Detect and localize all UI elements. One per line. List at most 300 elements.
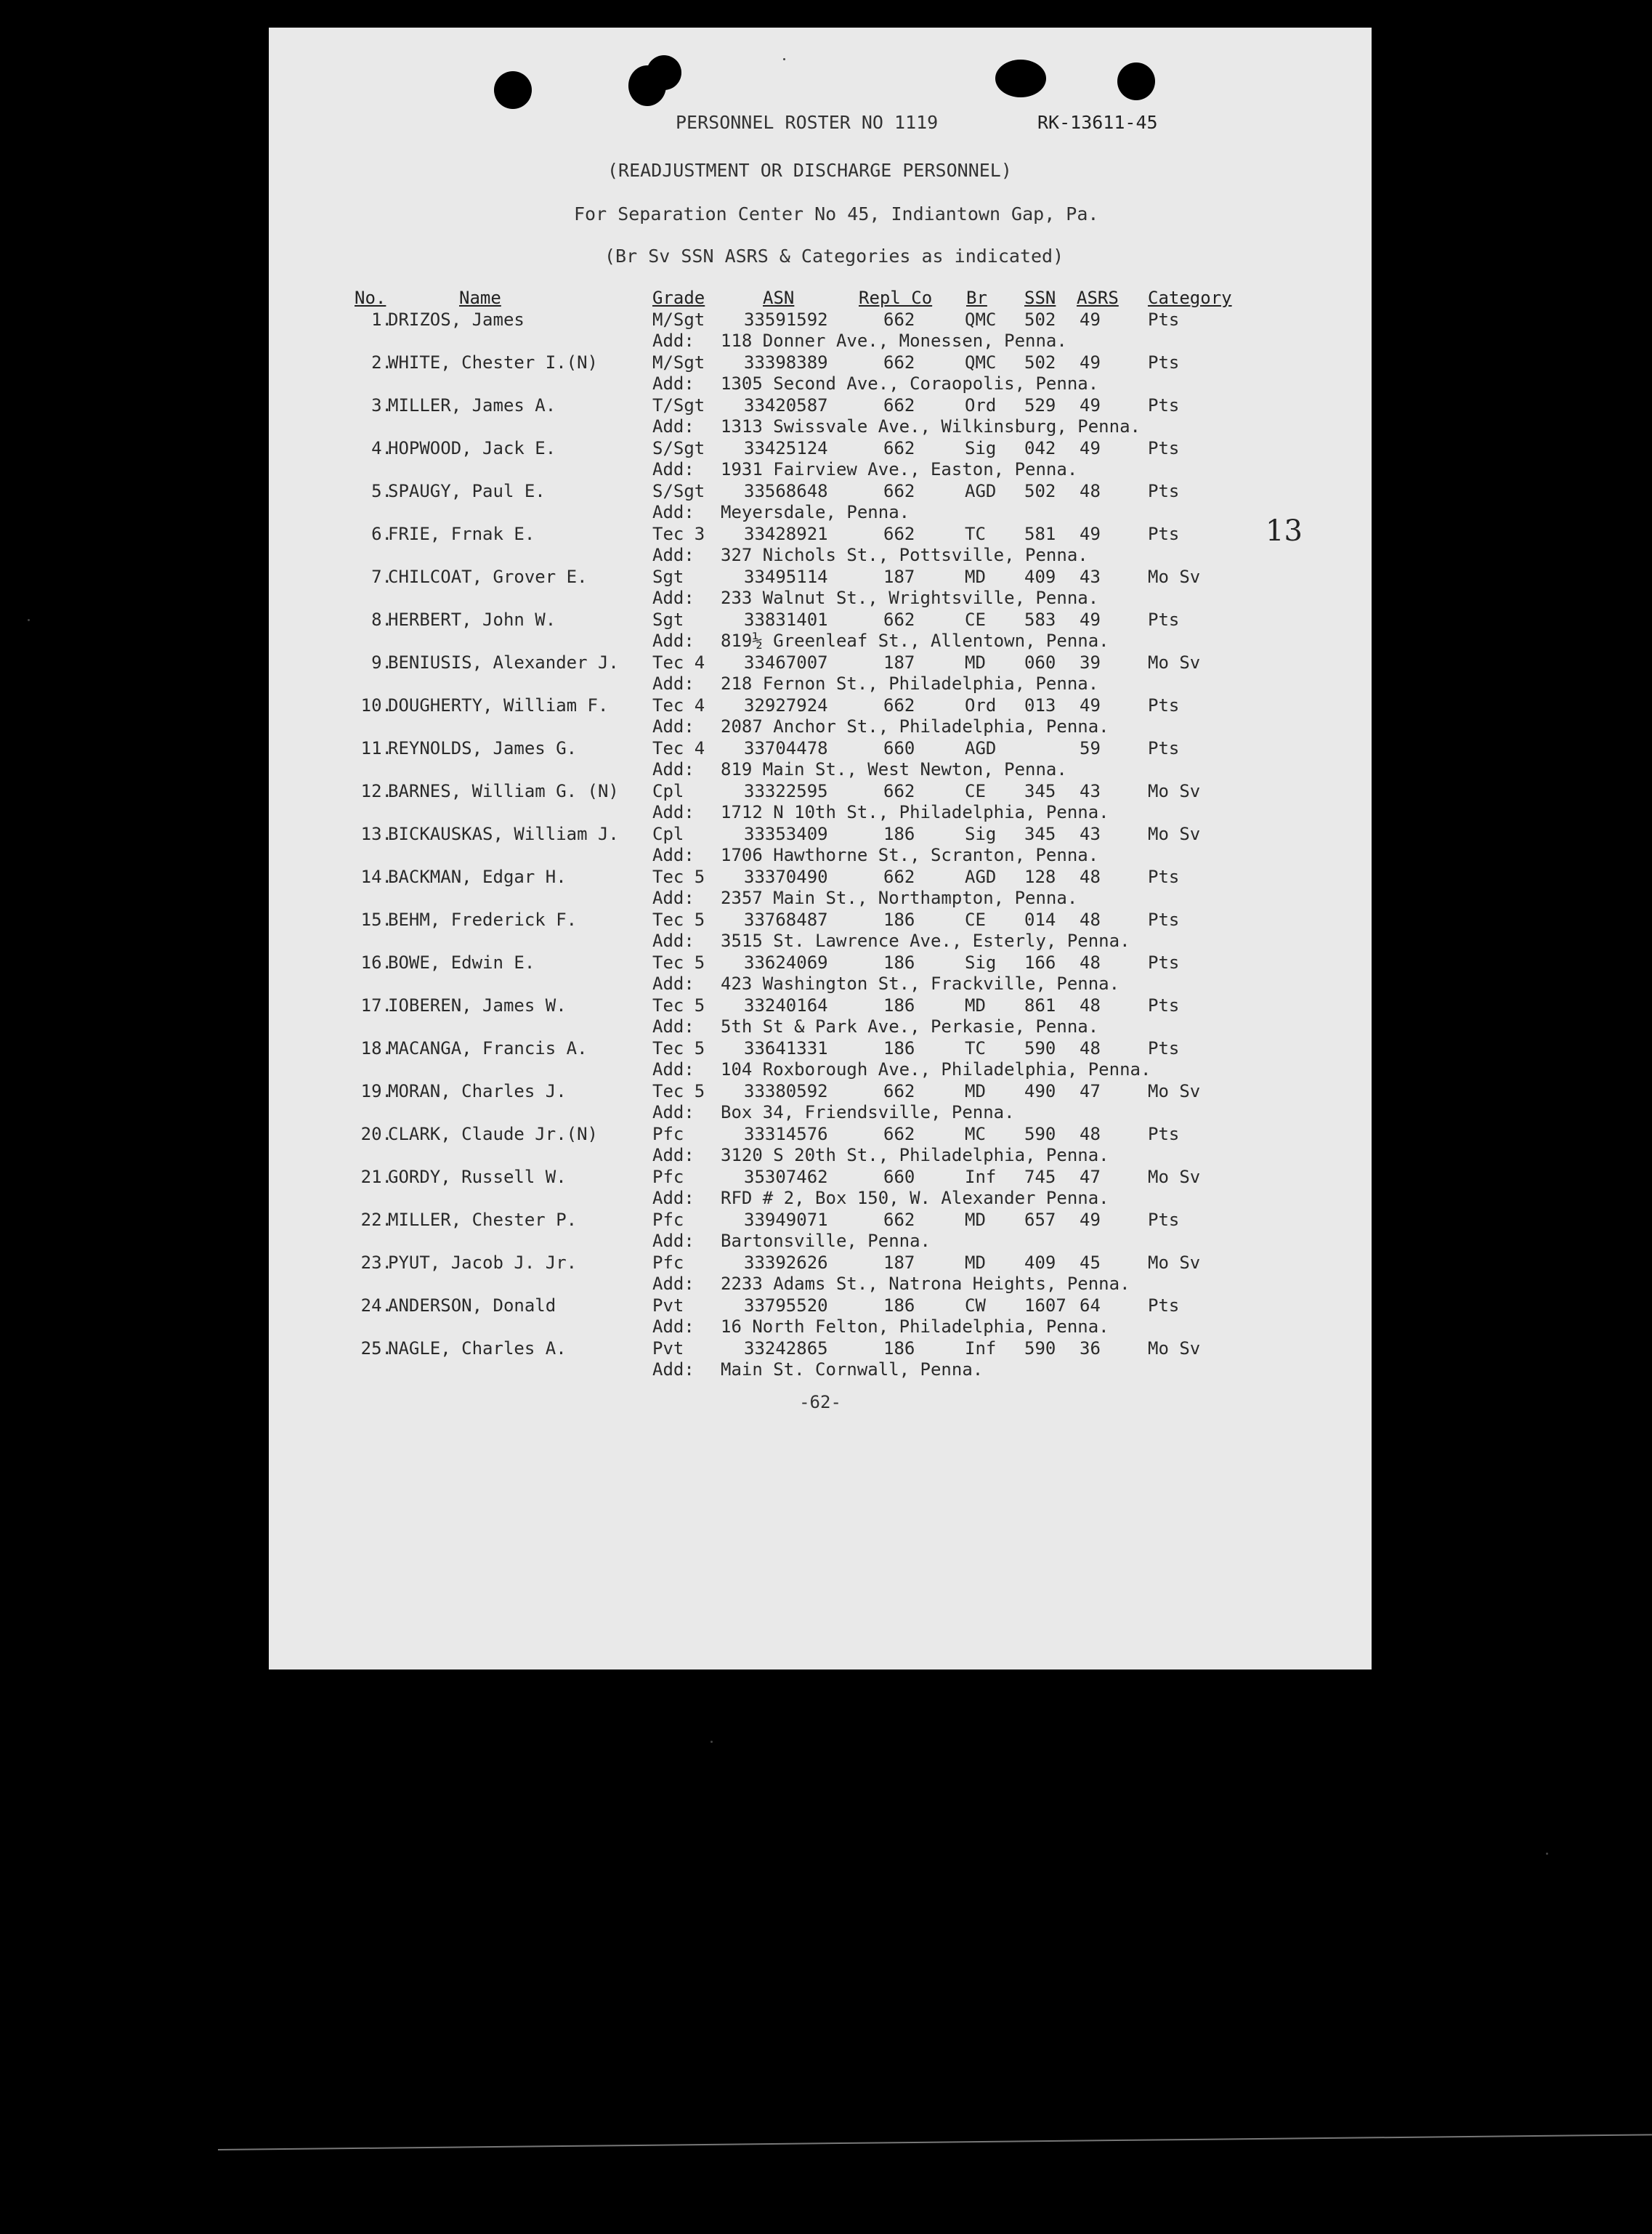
entry-asrs: 36: [1080, 1338, 1101, 1359]
entry-grade: Tec 5: [652, 952, 705, 973]
address-label: Add:: [652, 416, 695, 437]
roster-entry: [269, 995, 1372, 1038]
address-label: Add:: [652, 1059, 695, 1080]
entry-grade: S/Sgt: [652, 481, 705, 501]
entry-asrs: 49: [1080, 695, 1101, 716]
entry-asrs: 49: [1080, 352, 1101, 373]
address-label: Add:: [652, 588, 695, 608]
entry-grade: Tec 3: [652, 524, 705, 544]
entry-repl-co: 187: [883, 567, 915, 587]
entry-asrs: 48: [1080, 910, 1101, 930]
address-label: Add:: [652, 1145, 695, 1165]
separation-center: For Separation Center No 45, Indiantown Gap, Pa.: [574, 203, 1099, 224]
entry-branch: Sig: [965, 438, 997, 458]
entry-name: BEHM, Frederick F.: [388, 910, 578, 930]
address-label: Add:: [652, 1188, 695, 1208]
address-label: Add:: [652, 631, 695, 651]
roster-entry: [269, 524, 1372, 567]
entry-ssn: 490: [1024, 1081, 1056, 1101]
entry-asn: 33398389: [744, 352, 828, 373]
address-label: Add:: [652, 1231, 695, 1251]
roster-subtitle: (READJUSTMENT OR DISCHARGE PERSONNEL): [607, 160, 1012, 181]
entry-address: 1931 Fairview Ave., Easton, Penna.: [721, 459, 1078, 479]
col-ssn: SSN: [1024, 288, 1056, 308]
entry-ssn: 657: [1024, 1210, 1056, 1230]
roster-entry: [269, 1295, 1372, 1338]
entry-asrs: 39: [1080, 652, 1101, 673]
entry-category: Mo Sv: [1148, 1081, 1201, 1101]
entry-repl-co: 186: [883, 824, 915, 844]
entry-repl-co: 662: [883, 481, 915, 501]
entry-address: 16 North Felton, Philadelphia, Penna.: [721, 1316, 1109, 1337]
entry-asrs: 45: [1080, 1252, 1101, 1273]
entry-category: Mo Sv: [1148, 824, 1201, 844]
entry-branch: MC: [965, 1124, 986, 1144]
roster-entry: [269, 952, 1372, 995]
entry-number: 8.: [371, 610, 392, 630]
entry-asn: 33467007: [744, 652, 828, 673]
entry-address: 2357 Main St., Northampton, Penna.: [721, 888, 1078, 908]
entry-name: BICKAUSKAS, William J.: [388, 824, 619, 844]
column-headers: [269, 288, 1372, 309]
entry-name: CLARK, Claude Jr.(N): [388, 1124, 598, 1144]
address-label: Add:: [652, 502, 695, 522]
entry-number: 11.: [360, 738, 392, 758]
entry-grade: Pvt: [652, 1295, 684, 1316]
entry-asrs: 48: [1080, 1038, 1101, 1059]
entry-asrs: 48: [1080, 481, 1101, 501]
entry-grade: Pfc: [652, 1124, 684, 1144]
entry-repl-co: 662: [883, 524, 915, 544]
col-no: No.: [355, 288, 386, 308]
entry-branch: CE: [965, 610, 986, 630]
entry-name: BACKMAN, Edgar H.: [388, 867, 567, 887]
entry-category: Pts: [1148, 524, 1180, 544]
roster-entry: [269, 824, 1372, 867]
entry-number: 22.: [360, 1210, 392, 1230]
entry-asn: 33495114: [744, 567, 828, 587]
entry-category: Mo Sv: [1148, 1167, 1201, 1187]
col-name: Name: [459, 288, 501, 308]
roster-entry: [269, 1252, 1372, 1295]
entry-grade: Cpl: [652, 824, 684, 844]
entry-name: HERBERT, John W.: [388, 610, 556, 630]
entry-asn: 33322595: [744, 781, 828, 801]
entry-category: Mo Sv: [1148, 1252, 1201, 1273]
entry-number: 18.: [360, 1038, 392, 1059]
entry-address: 233 Walnut St., Wrightsville, Penna.: [721, 588, 1099, 608]
entry-address: 1706 Hawthorne St., Scranton, Penna.: [721, 845, 1099, 865]
entry-asrs: 49: [1080, 438, 1101, 458]
scan-line: [218, 2134, 1652, 2150]
entry-asrs: 47: [1080, 1081, 1101, 1101]
entry-grade: Tec 4: [652, 652, 705, 673]
roster-entry: [269, 481, 1372, 524]
entry-ssn: 529: [1024, 395, 1056, 416]
entry-repl-co: 662: [883, 1210, 915, 1230]
roster-entry: [269, 1338, 1372, 1381]
entry-asrs: 59: [1080, 738, 1101, 758]
entry-name: ANDERSON, Donald: [388, 1295, 556, 1316]
entry-ssn: 502: [1024, 481, 1056, 501]
entry-asn: 32927924: [744, 695, 828, 716]
entry-address: 2087 Anchor St., Philadelphia, Penna.: [721, 716, 1109, 737]
address-label: Add:: [652, 373, 695, 394]
entry-branch: Ord: [965, 695, 997, 716]
entry-name: MILLER, Chester P.: [388, 1210, 578, 1230]
address-label: Add:: [652, 931, 695, 951]
entry-repl-co: 186: [883, 1038, 915, 1059]
speck: [783, 58, 785, 60]
entry-grade: Tec 5: [652, 1081, 705, 1101]
entry-asrs: 49: [1080, 1210, 1101, 1230]
address-label: Add:: [652, 888, 695, 908]
roster-entry: [269, 738, 1372, 781]
entry-category: Pts: [1148, 481, 1180, 501]
entry-name: BOWE, Edwin E.: [388, 952, 535, 973]
entry-address: Meyersdale, Penna.: [721, 502, 910, 522]
entry-number: 2.: [371, 352, 392, 373]
address-label: Add:: [652, 459, 695, 479]
entry-asrs: 47: [1080, 1167, 1101, 1187]
entry-ssn: 590: [1024, 1338, 1056, 1359]
entry-number: 20.: [360, 1124, 392, 1144]
entry-asrs: 48: [1080, 867, 1101, 887]
entry-address: 104 Roxborough Ave., Philadelphia, Penna.: [721, 1059, 1151, 1080]
entry-number: 21.: [360, 1167, 392, 1187]
entry-grade: Tec 4: [652, 738, 705, 758]
entry-address: RFD # 2, Box 150, W. Alexander Penna.: [721, 1188, 1109, 1208]
entry-repl-co: 186: [883, 1295, 915, 1316]
entry-asn: 33795520: [744, 1295, 828, 1316]
address-label: Add:: [652, 1316, 695, 1337]
entry-address: Bartonsville, Penna.: [721, 1231, 931, 1251]
speck: [1546, 1853, 1548, 1855]
entry-asn: 33392626: [744, 1252, 828, 1273]
entry-category: Pts: [1148, 395, 1180, 416]
entry-repl-co: 662: [883, 1081, 915, 1101]
entry-number: 17.: [360, 995, 392, 1016]
entry-asrs: 49: [1080, 610, 1101, 630]
roster-entry: [269, 695, 1372, 738]
entry-branch: QMC: [965, 309, 997, 330]
entry-asn: 33704478: [744, 738, 828, 758]
entry-grade: Tec 5: [652, 867, 705, 887]
entry-ssn: 583: [1024, 610, 1056, 630]
entry-repl-co: 660: [883, 1167, 915, 1187]
entry-ssn: 590: [1024, 1124, 1056, 1144]
entry-repl-co: 186: [883, 910, 915, 930]
page-number: -62-: [799, 1392, 841, 1412]
entry-category: Pts: [1148, 1295, 1180, 1316]
entry-repl-co: 662: [883, 395, 915, 416]
col-br: Br: [966, 288, 987, 308]
entry-ssn: 166: [1024, 952, 1056, 973]
address-label: Add:: [652, 1102, 695, 1122]
speck: [28, 619, 30, 621]
entry-name: MORAN, Charles J.: [388, 1081, 567, 1101]
entry-asrs: 43: [1080, 781, 1101, 801]
entry-branch: MD: [965, 652, 986, 673]
entry-branch: CE: [965, 781, 986, 801]
entry-grade: Sgt: [652, 567, 684, 587]
entry-address: 1712 N 10th St., Philadelphia, Penna.: [721, 802, 1109, 822]
entry-address: 3515 St. Lawrence Ave., Esterly, Penna.: [721, 931, 1130, 951]
entry-name: WHITE, Chester I.(N): [388, 352, 598, 373]
entry-grade: Tec 4: [652, 695, 705, 716]
roster-entry: [269, 309, 1372, 352]
roster-entry: [269, 781, 1372, 824]
roster-entry: [269, 1124, 1372, 1167]
entry-asn: 33568648: [744, 481, 828, 501]
entry-repl-co: 662: [883, 610, 915, 630]
roster-entry: [269, 352, 1372, 395]
entry-branch: Inf: [965, 1167, 997, 1187]
entry-name: REYNOLDS, James G.: [388, 738, 578, 758]
entry-category: Pts: [1148, 352, 1180, 373]
entry-branch: AGD: [965, 481, 997, 501]
entry-grade: M/Sgt: [652, 309, 705, 330]
entry-repl-co: 187: [883, 652, 915, 673]
entry-number: 1.: [371, 309, 392, 330]
address-label: Add:: [652, 1016, 695, 1037]
entry-number: 10.: [360, 695, 392, 716]
entry-ssn: 745: [1024, 1167, 1056, 1187]
address-label: Add:: [652, 759, 695, 780]
margin-note: 13: [1266, 514, 1303, 548]
entry-asrs: 48: [1080, 1124, 1101, 1144]
roster-entry: [269, 910, 1372, 952]
entry-ssn: 013: [1024, 695, 1056, 716]
entry-category: Pts: [1148, 610, 1180, 630]
entry-address: 1313 Swissvale Ave., Wilkinsburg, Penna.: [721, 416, 1141, 437]
entry-name: PYUT, Jacob J. Jr.: [388, 1252, 578, 1273]
entry-branch: MD: [965, 1210, 986, 1230]
entry-address: 327 Nichols St., Pottsville, Penna.: [721, 545, 1088, 565]
entry-branch: MD: [965, 567, 986, 587]
entry-name: BARNES, William G. (N): [388, 781, 619, 801]
roster-entry: [269, 867, 1372, 910]
speck: [710, 1741, 713, 1743]
entry-name: FRIE, Frnak E.: [388, 524, 535, 544]
punch-hole: [995, 60, 1046, 97]
entry-name: MILLER, James A.: [388, 395, 556, 416]
entry-ssn: 409: [1024, 567, 1056, 587]
reference-number: RK-13611-45: [1037, 112, 1158, 133]
entry-number: 25.: [360, 1338, 392, 1359]
entry-repl-co: 662: [883, 438, 915, 458]
entry-category: Pts: [1148, 1038, 1180, 1059]
entry-number: 5.: [371, 481, 392, 501]
entry-ssn: 1607: [1024, 1295, 1066, 1316]
entry-address: 819½ Greenleaf St., Allentown, Penna.: [721, 631, 1109, 651]
entry-branch: Inf: [965, 1338, 997, 1359]
entry-repl-co: 660: [883, 738, 915, 758]
entry-asn: 33353409: [744, 824, 828, 844]
entry-asn: 33370490: [744, 867, 828, 887]
entry-branch: MD: [965, 1081, 986, 1101]
entry-number: 24.: [360, 1295, 392, 1316]
address-label: Add:: [652, 673, 695, 694]
entry-asrs: 43: [1080, 567, 1101, 587]
entry-number: 6.: [371, 524, 392, 544]
entry-name: IOBEREN, James W.: [388, 995, 567, 1016]
entry-asn: 33314576: [744, 1124, 828, 1144]
address-label: Add:: [652, 974, 695, 994]
entry-grade: Tec 5: [652, 995, 705, 1016]
entry-address: 423 Washington St., Frackville, Penna.: [721, 974, 1120, 994]
entry-grade: S/Sgt: [652, 438, 705, 458]
address-label: Add:: [652, 802, 695, 822]
entry-branch: AGD: [965, 867, 997, 887]
entry-category: Pts: [1148, 867, 1180, 887]
categories-note: (Br Sv SSN ASRS & Categories as indicated): [604, 246, 1064, 267]
roster-entry: [269, 438, 1372, 481]
entry-asn: 33242865: [744, 1338, 828, 1359]
entry-address: Main St. Cornwall, Penna.: [721, 1359, 984, 1380]
entry-name: CHILCOAT, Grover E.: [388, 567, 588, 587]
entry-category: Pts: [1148, 309, 1180, 330]
entry-branch: TC: [965, 524, 986, 544]
entry-ssn: 409: [1024, 1252, 1056, 1273]
address-label: Add:: [652, 545, 695, 565]
entry-asn: 33428921: [744, 524, 828, 544]
entry-address: 819 Main St., West Newton, Penna.: [721, 759, 1067, 780]
entry-category: Pts: [1148, 738, 1180, 758]
entry-ssn: 060: [1024, 652, 1056, 673]
entry-address: 2233 Adams St., Natrona Heights, Penna.: [721, 1274, 1130, 1294]
entry-repl-co: 662: [883, 867, 915, 887]
entry-asrs: 43: [1080, 824, 1101, 844]
punch-hole: [647, 55, 681, 90]
entry-asrs: 64: [1080, 1295, 1101, 1316]
address-label: Add:: [652, 1274, 695, 1294]
entry-grade: Tec 5: [652, 910, 705, 930]
entry-number: 4.: [371, 438, 392, 458]
address-label: Add:: [652, 845, 695, 865]
entry-category: Pts: [1148, 952, 1180, 973]
entry-repl-co: 662: [883, 781, 915, 801]
entry-ssn: 345: [1024, 824, 1056, 844]
entry-address: 3120 S 20th St., Philadelphia, Penna.: [721, 1145, 1109, 1165]
col-category: Category: [1148, 288, 1232, 308]
entry-category: Pts: [1148, 438, 1180, 458]
entry-asn: 33949071: [744, 1210, 828, 1230]
entry-category: Mo Sv: [1148, 652, 1201, 673]
entry-asn: 33831401: [744, 610, 828, 630]
entry-name: NAGLE, Charles A.: [388, 1338, 567, 1359]
entry-branch: CE: [965, 910, 986, 930]
entry-asn: 33591592: [744, 309, 828, 330]
roster-entry: [269, 395, 1372, 438]
entry-ssn: 502: [1024, 309, 1056, 330]
entry-category: Mo Sv: [1148, 567, 1201, 587]
entry-grade: M/Sgt: [652, 352, 705, 373]
roster-entry: [269, 1210, 1372, 1252]
address-label: Add:: [652, 1359, 695, 1380]
entry-asn: 33624069: [744, 952, 828, 973]
roster-table: [269, 309, 1372, 1381]
entry-branch: TC: [965, 1038, 986, 1059]
entry-category: Pts: [1148, 695, 1180, 716]
roster-entry: [269, 610, 1372, 652]
entry-number: 14.: [360, 867, 392, 887]
entry-name: DRIZOS, James: [388, 309, 525, 330]
entry-asn: 35307462: [744, 1167, 828, 1187]
entry-asrs: 48: [1080, 995, 1101, 1016]
entry-repl-co: 187: [883, 1252, 915, 1273]
entry-ssn: 042: [1024, 438, 1056, 458]
entry-address: 218 Fernon St., Philadelphia, Penna.: [721, 673, 1099, 694]
entry-branch: QMC: [965, 352, 997, 373]
punch-hole: [494, 71, 532, 109]
roster-entry: [269, 1038, 1372, 1081]
col-asrs: ASRS: [1077, 288, 1119, 308]
entry-number: 7.: [371, 567, 392, 587]
entry-repl-co: 662: [883, 1124, 915, 1144]
entry-asn: 33641331: [744, 1038, 828, 1059]
roster-entry: [269, 652, 1372, 695]
entry-branch: CW: [965, 1295, 986, 1316]
entry-name: MACANGA, Francis A.: [388, 1038, 588, 1059]
entry-name: SPAUGY, Paul E.: [388, 481, 546, 501]
roster-entry: [269, 567, 1372, 610]
entry-number: 13.: [360, 824, 392, 844]
entry-ssn: 590: [1024, 1038, 1056, 1059]
entry-repl-co: 186: [883, 1338, 915, 1359]
entry-repl-co: 662: [883, 309, 915, 330]
entry-category: Pts: [1148, 1210, 1180, 1230]
punch-hole: [1117, 62, 1155, 100]
entry-category: Mo Sv: [1148, 1338, 1201, 1359]
entry-repl-co: 186: [883, 995, 915, 1016]
entry-asrs: 49: [1080, 524, 1101, 544]
entry-name: HOPWOOD, Jack E.: [388, 438, 556, 458]
entry-asrs: 49: [1080, 309, 1101, 330]
entry-branch: AGD: [965, 738, 997, 758]
entry-category: Pts: [1148, 910, 1180, 930]
entry-name: GORDY, Russell W.: [388, 1167, 567, 1187]
entry-number: 12.: [360, 781, 392, 801]
entry-grade: Cpl: [652, 781, 684, 801]
entry-address: 1305 Second Ave., Coraopolis, Penna.: [721, 373, 1099, 394]
entry-category: Pts: [1148, 1124, 1180, 1144]
entry-number: 16.: [360, 952, 392, 973]
entry-number: 15.: [360, 910, 392, 930]
entry-number: 19.: [360, 1081, 392, 1101]
entry-grade: Pfc: [652, 1210, 684, 1230]
address-label: Add:: [652, 331, 695, 351]
entry-repl-co: 662: [883, 695, 915, 716]
entry-grade: Pfc: [652, 1252, 684, 1273]
roster-entry: [269, 1167, 1372, 1210]
col-grade: Grade: [652, 288, 705, 308]
entry-asn: 33768487: [744, 910, 828, 930]
entry-branch: Sig: [965, 952, 997, 973]
entry-branch: MD: [965, 995, 986, 1016]
entry-number: 9.: [371, 652, 392, 673]
col-asn: ASN: [763, 288, 795, 308]
entry-grade: Pfc: [652, 1167, 684, 1187]
entry-repl-co: 662: [883, 352, 915, 373]
entry-asrs: 49: [1080, 395, 1101, 416]
entry-grade: Sgt: [652, 610, 684, 630]
entry-grade: T/Sgt: [652, 395, 705, 416]
entry-category: Pts: [1148, 995, 1180, 1016]
entry-grade: Pvt: [652, 1338, 684, 1359]
entry-repl-co: 186: [883, 952, 915, 973]
entry-asn: 33380592: [744, 1081, 828, 1101]
